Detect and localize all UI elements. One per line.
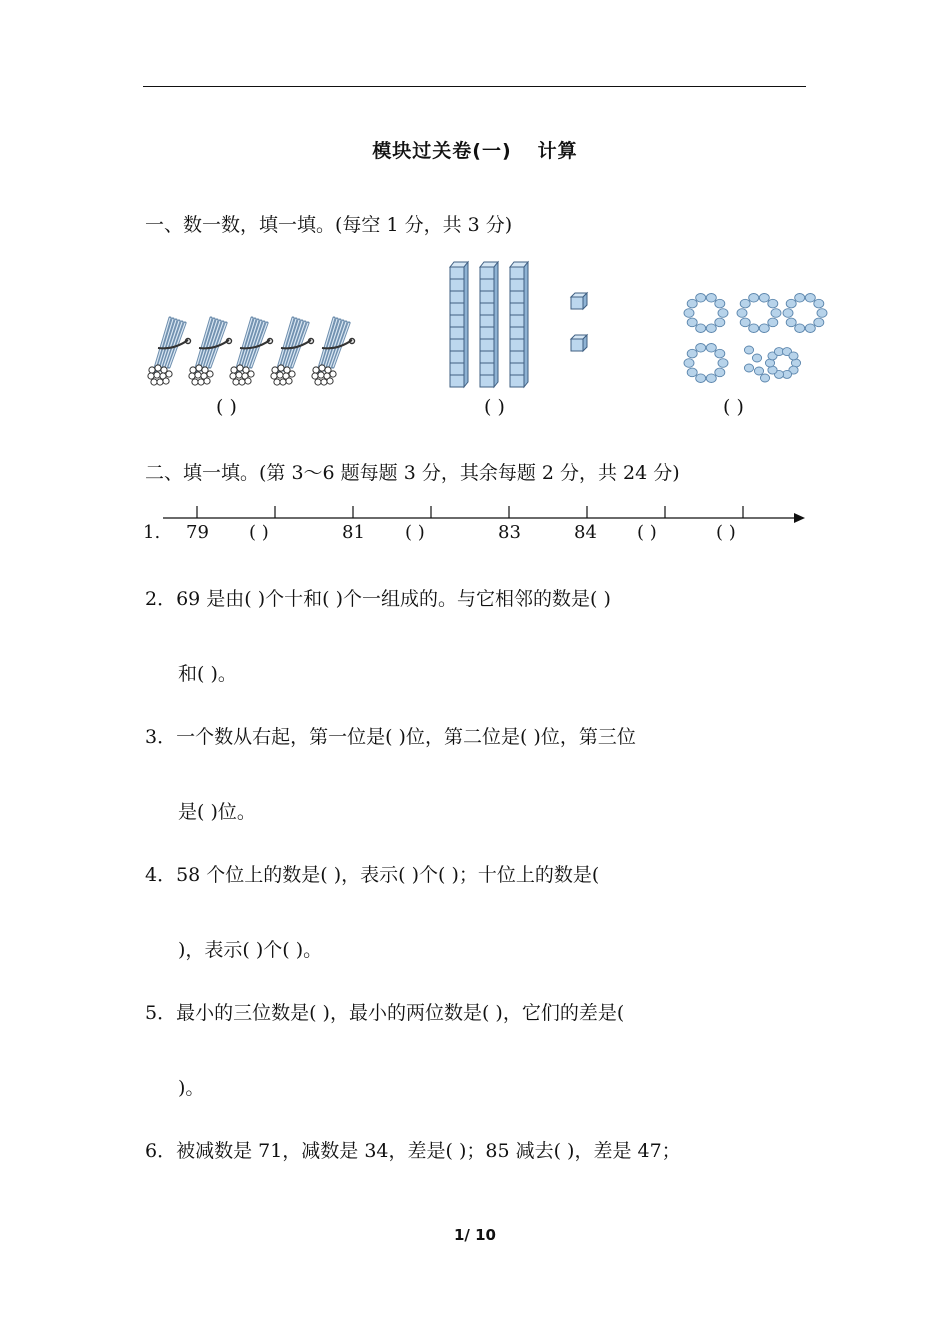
stick-bundles-figure <box>140 310 370 395</box>
answer-paren-blocks[interactable]: ( ) <box>484 396 505 418</box>
answer-paren-bundles[interactable]: ( ) <box>216 396 237 418</box>
bead-ring <box>684 294 728 333</box>
stick-bundle <box>148 318 191 385</box>
q3-line1: 3．一个数从右起，第一位是( )位，第二位是( )位，第三位 <box>145 726 636 748</box>
section2-heading: 二、填一填。(第 3～6 题每题 3 分，其余每题 2 分，共 24 分) <box>145 462 680 484</box>
tens-rod <box>510 262 528 387</box>
bead-ring <box>684 344 728 383</box>
stick-bundle <box>312 318 355 385</box>
q4-line2: )，表示( )个( )。 <box>178 939 323 961</box>
answer-paren-beads[interactable]: ( ) <box>723 396 744 418</box>
section1-heading: 一、数一数，填一填。(每空 1 分，共 3 分) <box>145 214 513 236</box>
nl-label-81: 81 <box>342 522 365 543</box>
tens-rod <box>450 262 468 387</box>
q2-line2: 和( )。 <box>178 663 237 685</box>
title-main: 模块过关卷(一) <box>372 140 512 162</box>
tens-rod <box>480 262 498 387</box>
q4-line1: 4．58 个位上的数是( )，表示( )个( )；十位上的数是( <box>145 864 600 886</box>
page-number: 1/ 10 <box>453 1226 496 1244</box>
header-rule <box>143 86 806 87</box>
nl-label-84: 84 <box>574 522 597 543</box>
bead-rings-figure <box>683 288 833 388</box>
number-line-question <box>143 500 808 545</box>
nl-blank-2[interactable]: ( ) <box>405 522 425 543</box>
q5-line2: )。 <box>178 1077 205 1099</box>
stick-bundle <box>230 318 273 385</box>
stick-bundle <box>189 318 232 385</box>
base-ten-blocks-figure <box>440 255 600 395</box>
stick-bundle <box>271 318 314 385</box>
nl-blank-3[interactable]: ( ) <box>637 522 657 543</box>
bead-ring <box>737 294 781 333</box>
nl-label-79: 79 <box>186 522 209 543</box>
nl-label-83: 83 <box>498 522 521 543</box>
bead-ring-partial <box>765 348 800 379</box>
number-line-axis <box>143 500 808 530</box>
q6-line1: 6．被减数是 71，减数是 34，差是( )；85 减去( )，差是 47； <box>145 1140 681 1162</box>
page-title <box>0 136 950 163</box>
unit-cube <box>571 335 587 351</box>
number-line-arrow-icon <box>794 513 805 523</box>
q2-line1: 2．69 是由( )个十和( )个一组成的。与它相邻的数是( ) <box>145 588 611 610</box>
nl-blank-4[interactable]: ( ) <box>716 522 736 543</box>
unit-cube <box>571 293 587 309</box>
title-sub: 计算 <box>537 140 578 162</box>
nl-blank-1[interactable]: ( ) <box>249 522 269 543</box>
bead-ring <box>783 294 827 333</box>
q5-line1: 5．最小的三位数是( )，最小的两位数是( )，它们的差是( <box>145 1002 625 1024</box>
q1-number: 1. <box>143 522 161 543</box>
q3-line2: 是( )位。 <box>178 801 256 823</box>
